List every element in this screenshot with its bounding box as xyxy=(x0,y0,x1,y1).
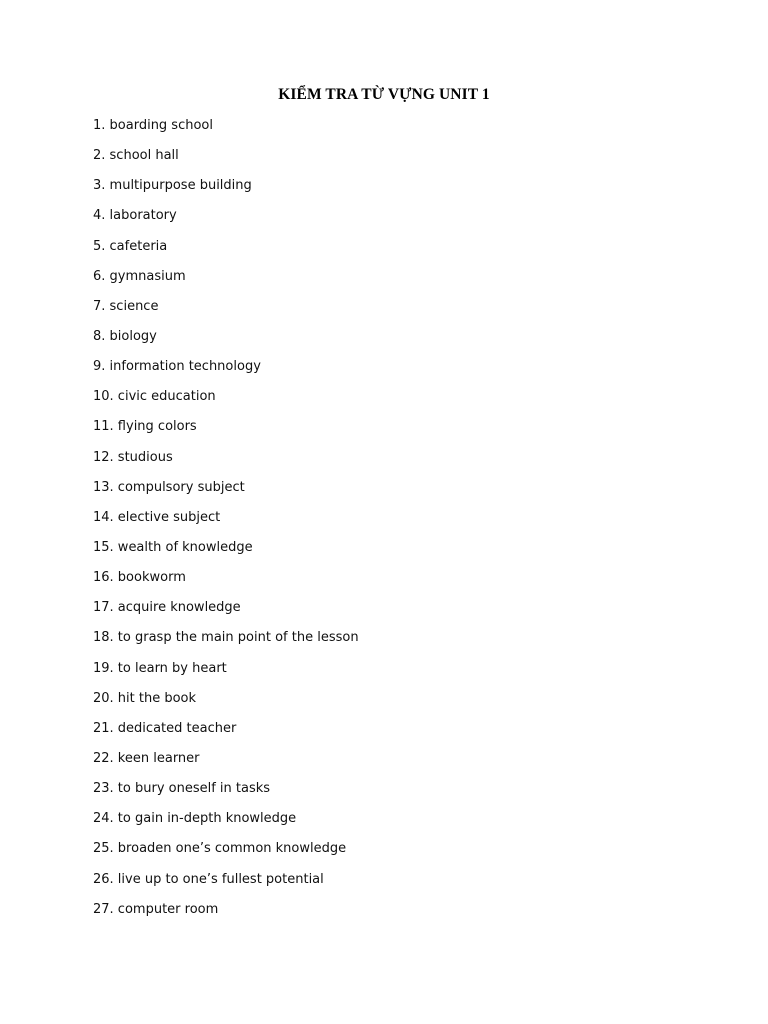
vocab-item: 27. computer room xyxy=(93,901,219,917)
vocab-item: 21. dedicated teacher xyxy=(93,720,237,736)
vocab-item: 19. to learn by heart xyxy=(93,660,227,676)
vocab-item: 1. boarding school xyxy=(93,118,213,133)
vocab-item: 2. school hall xyxy=(93,148,179,164)
vocab-item: 5. cafeteria xyxy=(93,238,168,254)
vocab-item: 10. civic education xyxy=(93,389,216,405)
vocab-item: 16. bookworm xyxy=(93,570,186,586)
vocab-item: 4. laboratory xyxy=(93,208,177,224)
vocab-item: 7. science xyxy=(93,298,159,314)
vocab-item: 20. hit the book xyxy=(93,690,197,706)
vocab-item: 18. to grasp the main point of the lesson xyxy=(93,630,359,646)
vocab-item: 23. to bury oneself in tasks xyxy=(93,781,271,797)
vocab-item: 12. studious xyxy=(93,449,173,465)
page-title: KIỂM TRA TỪ VỰNG UNIT 1 xyxy=(278,86,490,103)
vocab-item: 24. to gain in-depth knowledge xyxy=(93,811,297,827)
vocab-item: 3. multipurpose building xyxy=(93,178,252,194)
vocab-item: 26. live up to one’s fullest potential xyxy=(93,871,324,887)
vocab-item: 17. acquire knowledge xyxy=(93,600,241,616)
vocab-item: 22. keen learner xyxy=(93,750,200,766)
vocab-item: 25. broaden one’s common knowledge xyxy=(93,841,347,857)
vocab-item: 11. flying colors xyxy=(93,419,197,435)
vocab-item: 9. information technology xyxy=(93,359,261,375)
vocab-item: 15. wealth of knowledge xyxy=(93,539,253,555)
vocab-item: 14. elective subject xyxy=(93,509,221,525)
vocab-item: 13. compulsory subject xyxy=(93,479,245,495)
vocab-item: 6. gymnasium xyxy=(93,268,186,284)
vocab-item: 8. biology xyxy=(93,328,157,344)
vocabulary-list xyxy=(93,116,359,930)
